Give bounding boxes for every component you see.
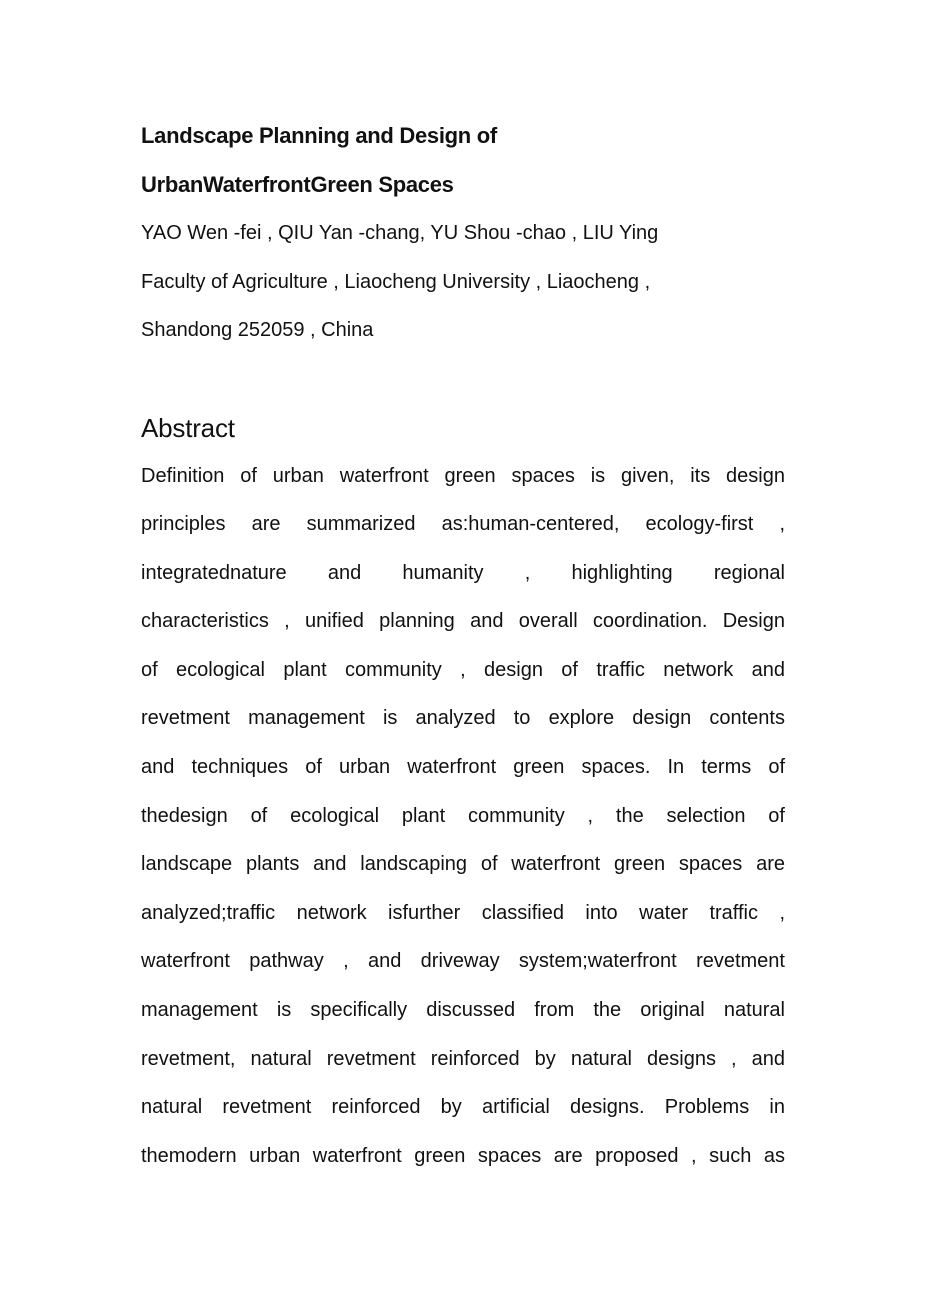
title-line: Landscape Planning and Design of xyxy=(141,123,497,148)
abstract-line: waterfront pathway , and driveway system;waterfront revetment xyxy=(141,950,785,973)
abstract-line: Definition of urban waterfront green spaces is given, its design xyxy=(141,464,785,487)
title-line: UrbanWaterfrontGreen Spaces xyxy=(141,171,454,197)
affiliation xyxy=(141,258,785,355)
abstract-line: and techniques of urban waterfront green spaces. In terms of xyxy=(141,756,785,779)
abstract-line: principles are summarized as:human-centered, ecology-first , xyxy=(141,513,785,536)
abstract-line: revetment management is analyzed to explore design contents xyxy=(141,707,785,730)
affiliation-line: Faculty of Agriculture , Liaocheng University , Liaocheng , xyxy=(141,270,651,293)
abstract-line: thedesign of ecological plant community , the selection of xyxy=(141,804,785,827)
abstract-line: analyzed;traffic network isfurther classified into water traffic , xyxy=(141,901,785,924)
abstract-line: revetment, natural revetment reinforced by natural designs , and xyxy=(141,1047,785,1070)
abstract-line: of ecological plant community , design of traffic network and xyxy=(141,658,785,681)
abstract-line: landscape plants and landscaping of waterfront green spaces are xyxy=(141,853,785,876)
abstract-line: natural revetment reinforced by artificial designs. Problems in xyxy=(141,1096,785,1119)
abstract-line: themodern urban waterfront green spaces are proposed , such as xyxy=(141,1144,785,1167)
abstract-body xyxy=(141,452,785,1181)
abstract-line: management is specifically discussed from the original natural xyxy=(141,999,785,1022)
abstract-heading: Abstract xyxy=(141,412,235,443)
abstract-line: characteristics , unified planning and overall coordination. Design xyxy=(141,610,785,633)
paper-page xyxy=(141,112,785,1180)
abstract-line: integratednature and humanity , highlighting regional xyxy=(141,561,785,584)
author-list: YAO Wen -fei , QIU Yan -chang, YU Shou -chao , LIU Ying xyxy=(141,222,659,244)
paper-title xyxy=(141,112,785,209)
affiliation-line: Shandong 252059 , China xyxy=(141,319,374,341)
